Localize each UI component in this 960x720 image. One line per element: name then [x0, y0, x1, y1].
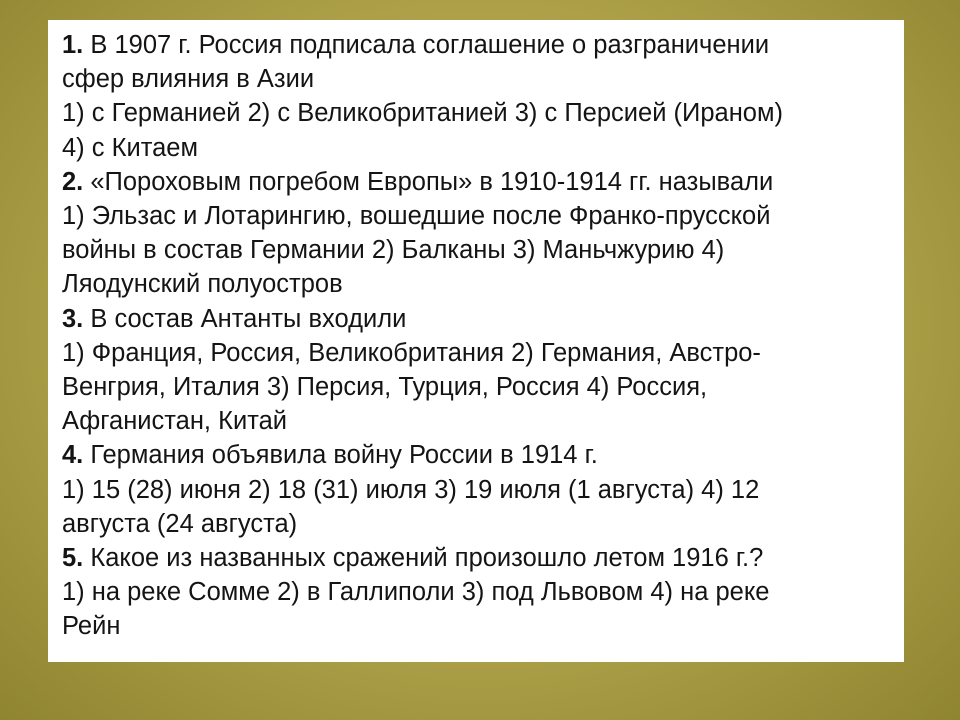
question-text-line: Германия объявила войну России в 1914 г.	[83, 441, 598, 470]
question-number: 2.	[62, 167, 84, 196]
slide-content-panel	[48, 20, 904, 662]
question-1	[62, 28, 904, 165]
answer-options-line: Рейн	[62, 612, 121, 641]
question-2	[62, 165, 904, 302]
answer-options-line: 1) Франция, Россия, Великобритания 2) Германия, Австро-	[62, 338, 761, 367]
question-text-line: сфер влияния в Азии	[62, 65, 315, 94]
answer-options-line: Афганистан, Китай	[62, 407, 288, 436]
answer-options-line: войны в состав Германии 2) Балканы 3) Маньчжурию 4)	[62, 236, 725, 265]
answer-options-line: Ляодунский полуостров	[62, 270, 343, 299]
question-number: 3.	[62, 304, 84, 333]
question-3	[62, 302, 904, 439]
answer-options-line: 1) Эльзас и Лотарингию, вошедшие после Франко-прусской	[62, 202, 771, 231]
answer-options-line: Венгрия, Италия 3) Персия, Турция, Россия 4) Россия,	[62, 373, 708, 402]
question-text-line: В состав Антанты входили	[83, 304, 407, 333]
question-text-line: Какое из названных сражений произошло летом 1916 г.?	[83, 544, 764, 573]
question-number: 4.	[62, 441, 84, 470]
answer-options-line: 1) на реке Сомме 2) в Галлиполи 3) под Львовом 4) на реке	[62, 578, 770, 607]
question-text	[62, 438, 904, 472]
question-4	[62, 438, 904, 541]
question-text	[62, 541, 904, 575]
question-text-line: «Пороховым погребом Европы» в 1910-1914 гг. называли	[83, 167, 774, 196]
question-text-line: В 1907 г. Россия подписала соглашение о разграничении	[83, 31, 770, 59]
answer-options-line: 1) 15 (28) июня 2) 18 (31) июля 3) 19 июля (1 августа) 4) 12	[62, 475, 760, 504]
question-text	[62, 302, 904, 336]
answer-options-line: 4) с Китаем	[62, 133, 198, 162]
question-text	[62, 28, 904, 62]
question-number: 5.	[62, 544, 84, 573]
question-5	[62, 541, 904, 644]
question-number: 1.	[62, 31, 84, 59]
answer-options-line: 1) с Германией 2) с Великобританией 3) с Персией (Ираном)	[62, 99, 783, 128]
answer-options-line: августа (24 августа)	[62, 509, 298, 538]
question-text	[62, 165, 904, 199]
